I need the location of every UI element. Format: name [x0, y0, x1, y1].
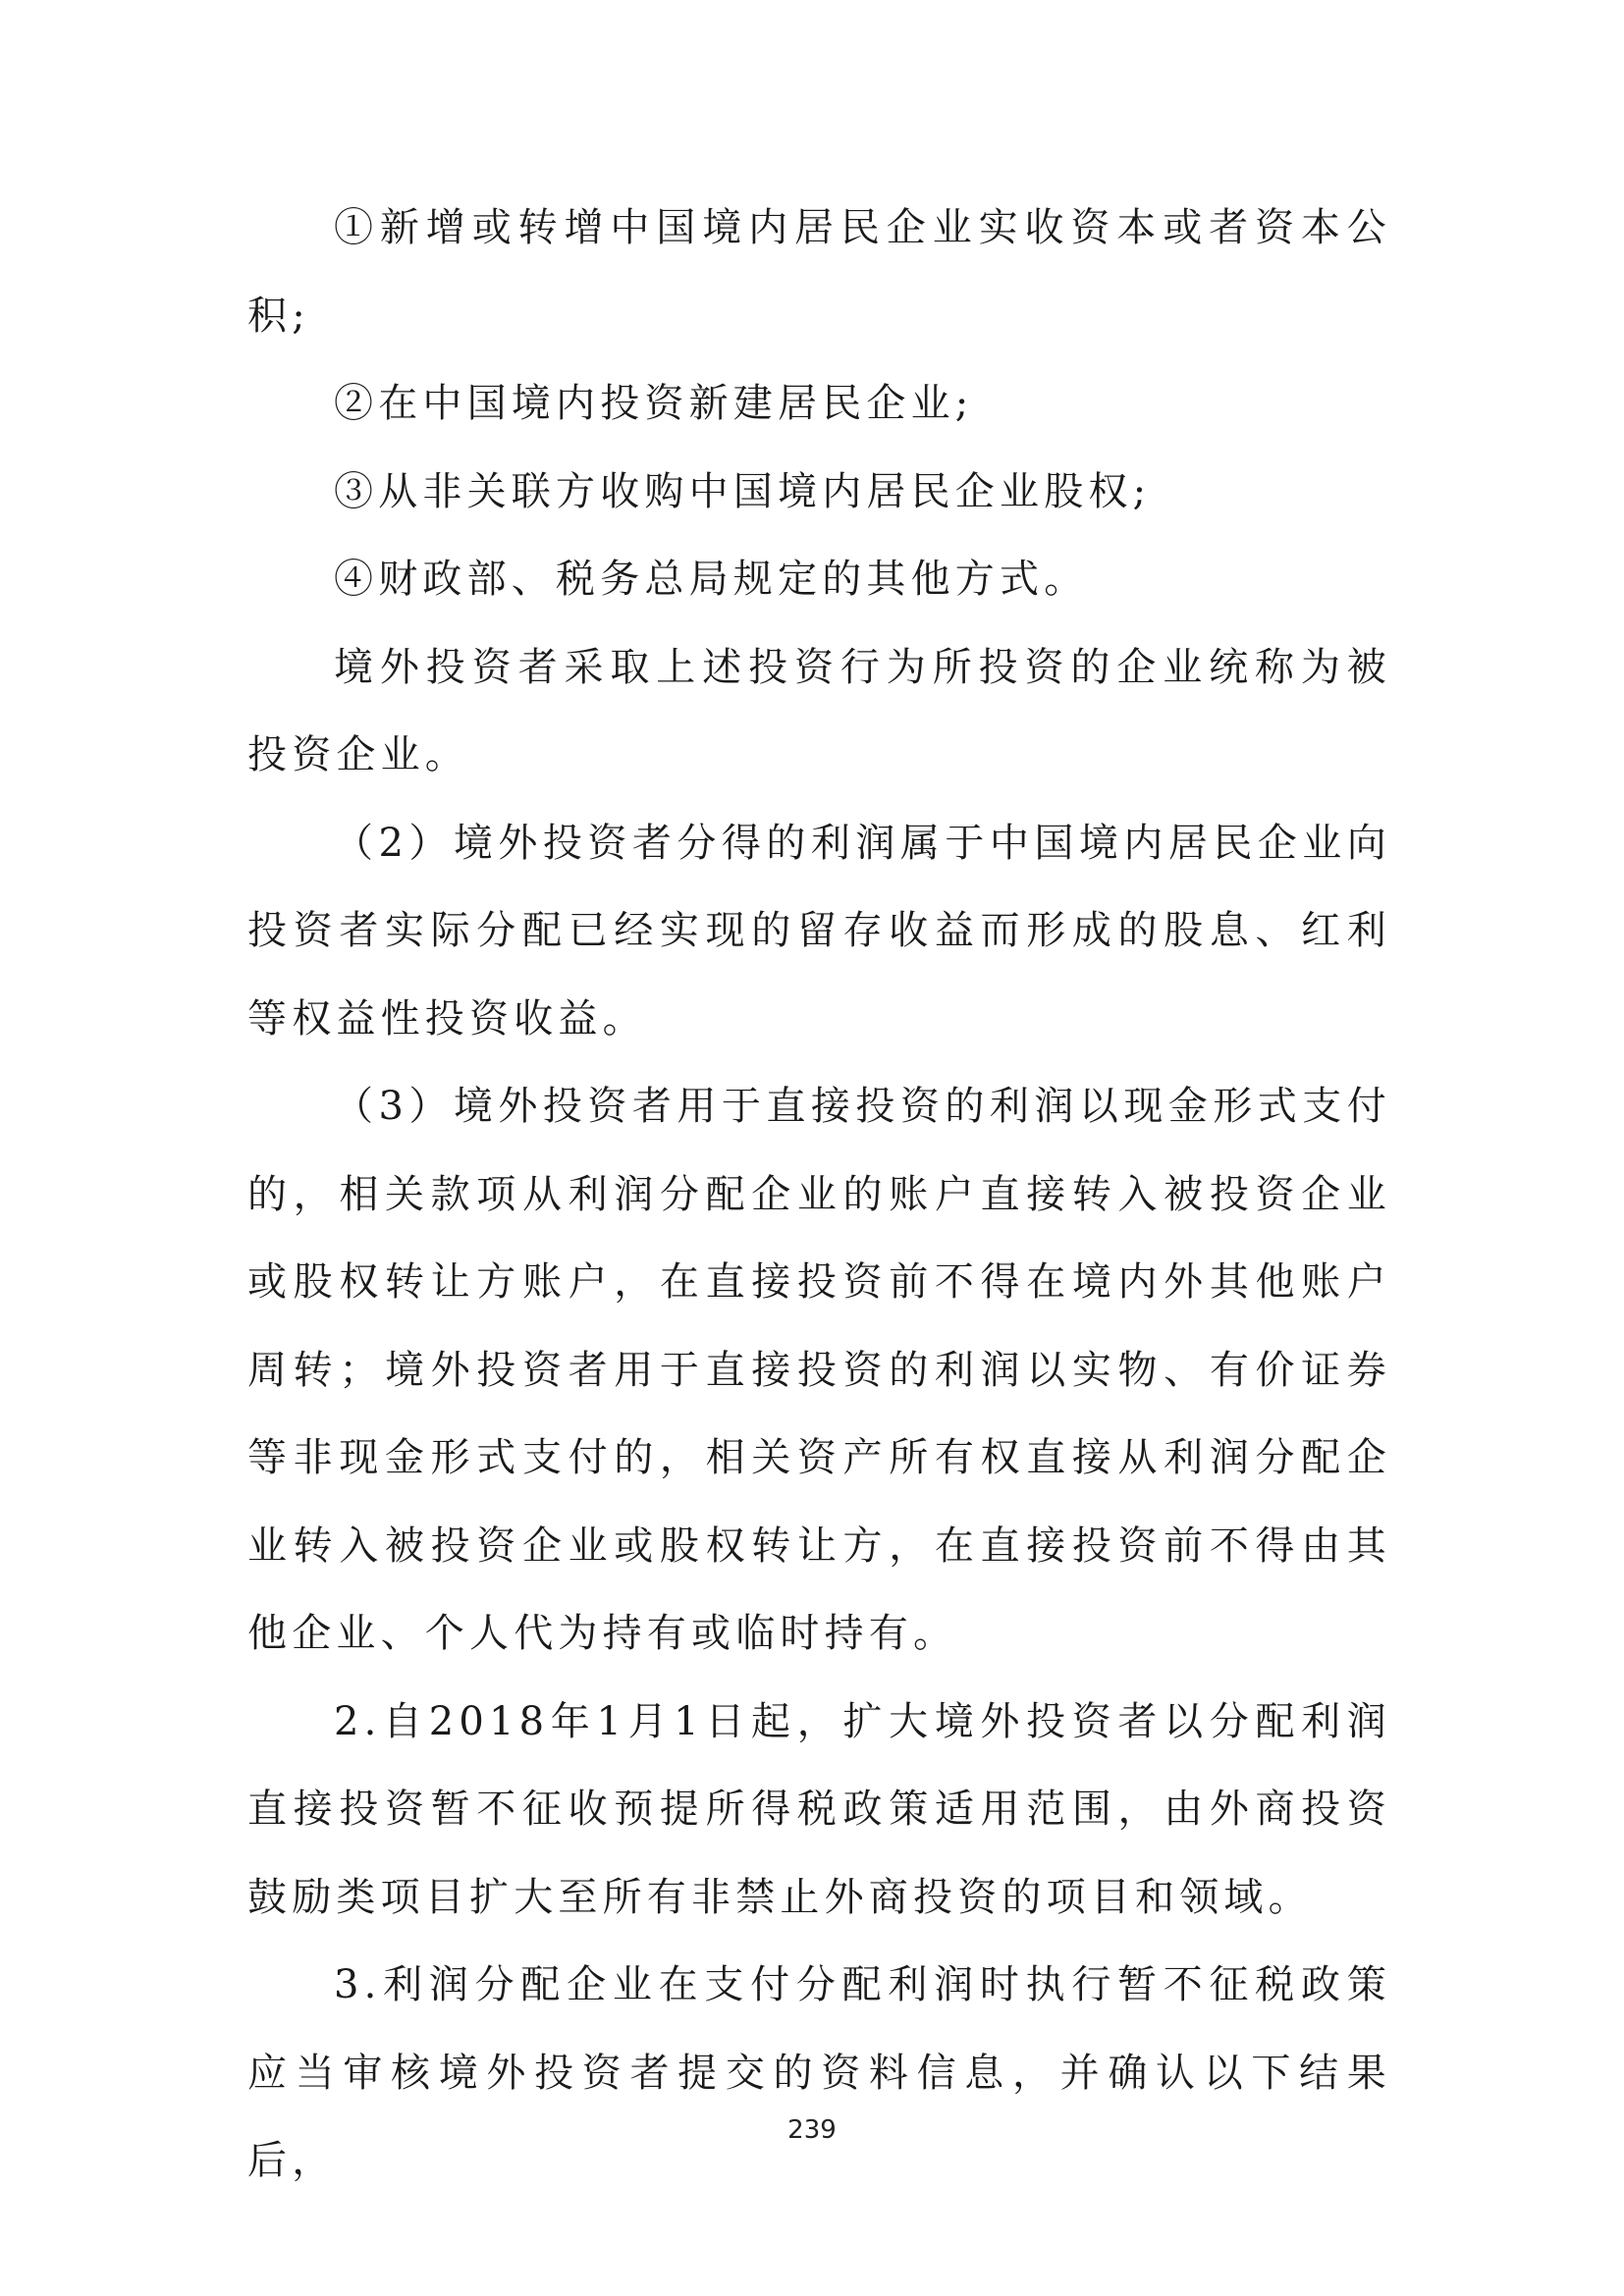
paragraph-item-2: ②在中国境内投资新建居民企业; — [334, 381, 974, 426]
document-body — [247, 185, 1391, 2206]
paragraph-item-1: ①新增或转增中国境内居民企业实收资本或者资本公积; — [247, 205, 1391, 339]
paragraph-condition-2: （2）境外投资者分得的利润属于中国境内居民企业向投资者实际分配已经实现的留存收益而形成的股息、红利等权益性投资收益。 — [247, 820, 1391, 1041]
paragraph-item-4: ④财政部、税务总局规定的其他方式。 — [334, 557, 1089, 602]
paragraph-item-3: ③从非关联方收购中国境内居民企业股权; — [334, 468, 1152, 514]
paragraph-section-2: 2.自2018年1月1日起，扩大境外投资者以分配利润直接投资暂不征收预提所得税政策适用范围，由外商投资鼓励类项目扩大至所有非禁止外商投资的项目和领域。 — [247, 1698, 1391, 1920]
paragraph-condition-3: （3）境外投资者用于直接投资的利润以现金形式支付的，相关款项从利润分配企业的账户直接转入被投资企业或股权转让方账户，在直接投资前不得在境内外其他账户周转；境外投资者用于直接投资的利润以实物、有价证券等非现金形式支付的，相关资产所有权直接从利润分配企业转入被投资企业或股权转让方，在直接投资前不得由其他企业、个人代为持有或临时持有。 — [247, 1084, 1391, 1656]
paragraph-section-3: 3.利润分配企业在支付分配利润时执行暂不征税政策应当审核境外投资者提交的资料信息，并确认以下结果后， — [247, 1962, 1391, 2183]
paragraph-invested-enterprise: 境外投资者采取上述投资行为所投资的企业统称为被投资企业。 — [247, 644, 1391, 777]
page-number: 239 — [787, 2115, 837, 2145]
